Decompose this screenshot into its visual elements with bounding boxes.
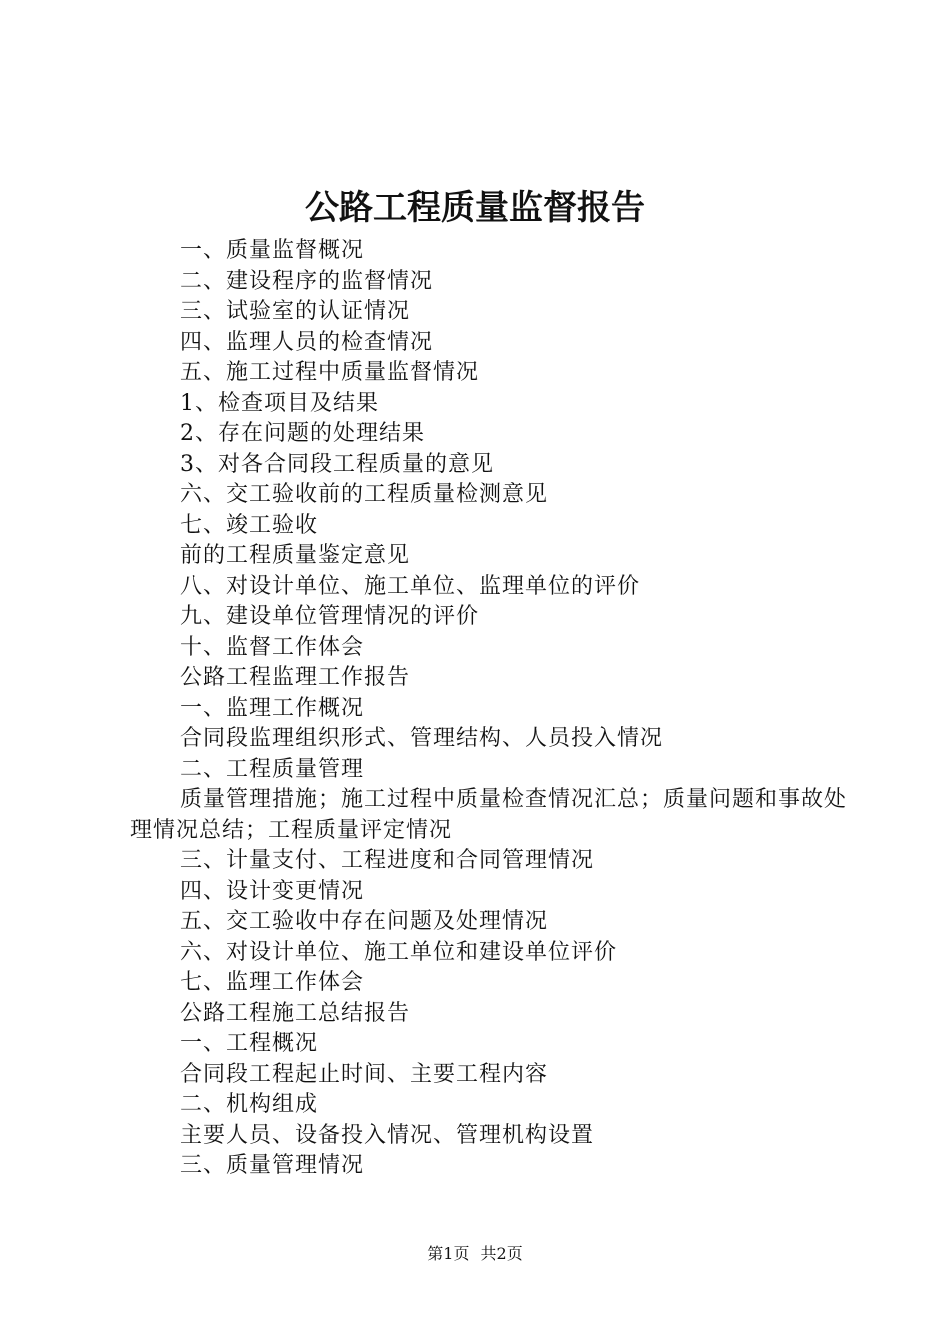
body-line: 前的工程质量鉴定意见 bbox=[180, 543, 411, 568]
body-paragraph: 质量管理措施；施工过程中质量检查情况汇总；质量问题和事故处理情况总结；工程质量评定情况 bbox=[130, 787, 848, 843]
body-line: 合同段监理组织形式、管理结构、人员投入情况 bbox=[180, 726, 664, 751]
body-line: 五、施工过程中质量监督情况 bbox=[180, 360, 480, 385]
page-number: 第1页 bbox=[427, 1244, 470, 1263]
document-title: 公路工程质量监督报告 bbox=[305, 188, 645, 228]
body-line: 一、监理工作概况 bbox=[180, 695, 365, 721]
body-line: 三、计量支付、工程进度和合同管理情况 bbox=[180, 848, 595, 873]
body-line: 一、工程概况 bbox=[180, 1031, 319, 1056]
body-line: 十、监督工作体会 bbox=[180, 634, 365, 660]
body-line: 1、检查项目及结果 bbox=[180, 390, 379, 416]
page-total: 共2页 bbox=[480, 1244, 523, 1263]
body-line: 3、对各合同段工程质量的意见 bbox=[180, 451, 494, 477]
body-line: 三、试验室的认证情况 bbox=[180, 299, 411, 324]
body-line: 主要人员、设备投入情况、管理机构设置 bbox=[180, 1122, 595, 1148]
body-line: 五、交工验收中存在问题及处理情况 bbox=[180, 909, 549, 934]
page-footer bbox=[0, 1242, 950, 1266]
body-line: 合同段工程起止时间、主要工程内容 bbox=[180, 1061, 549, 1087]
body-line: 二、机构组成 bbox=[180, 1092, 319, 1117]
body-line: 七、竣工验收 bbox=[180, 512, 319, 538]
body-line: 六、对设计单位、施工单位和建设单位评价 bbox=[180, 939, 618, 965]
body-line: 八、对设计单位、施工单位、监理单位的评价 bbox=[180, 573, 641, 599]
body-line: 四、监理人员的检查情况 bbox=[180, 329, 434, 355]
section-heading: 公路工程监理工作报告 bbox=[180, 665, 411, 690]
body-line: 二、建设程序的监督情况 bbox=[180, 268, 434, 294]
body-line: 一、质量监督概况 bbox=[180, 238, 365, 263]
section-heading: 公路工程施工总结报告 bbox=[180, 1000, 411, 1026]
body-line: 2、存在问题的处理结果 bbox=[180, 421, 425, 446]
document-body bbox=[130, 236, 850, 1182]
body-line: 四、设计变更情况 bbox=[180, 878, 365, 904]
body-line: 七、监理工作体会 bbox=[180, 970, 365, 995]
body-line: 三、质量管理情况 bbox=[180, 1153, 365, 1178]
body-line: 六、交工验收前的工程质量检测意见 bbox=[180, 482, 549, 507]
body-line: 二、工程质量管理 bbox=[180, 756, 365, 782]
body-line: 九、建设单位管理情况的评价 bbox=[180, 604, 480, 629]
